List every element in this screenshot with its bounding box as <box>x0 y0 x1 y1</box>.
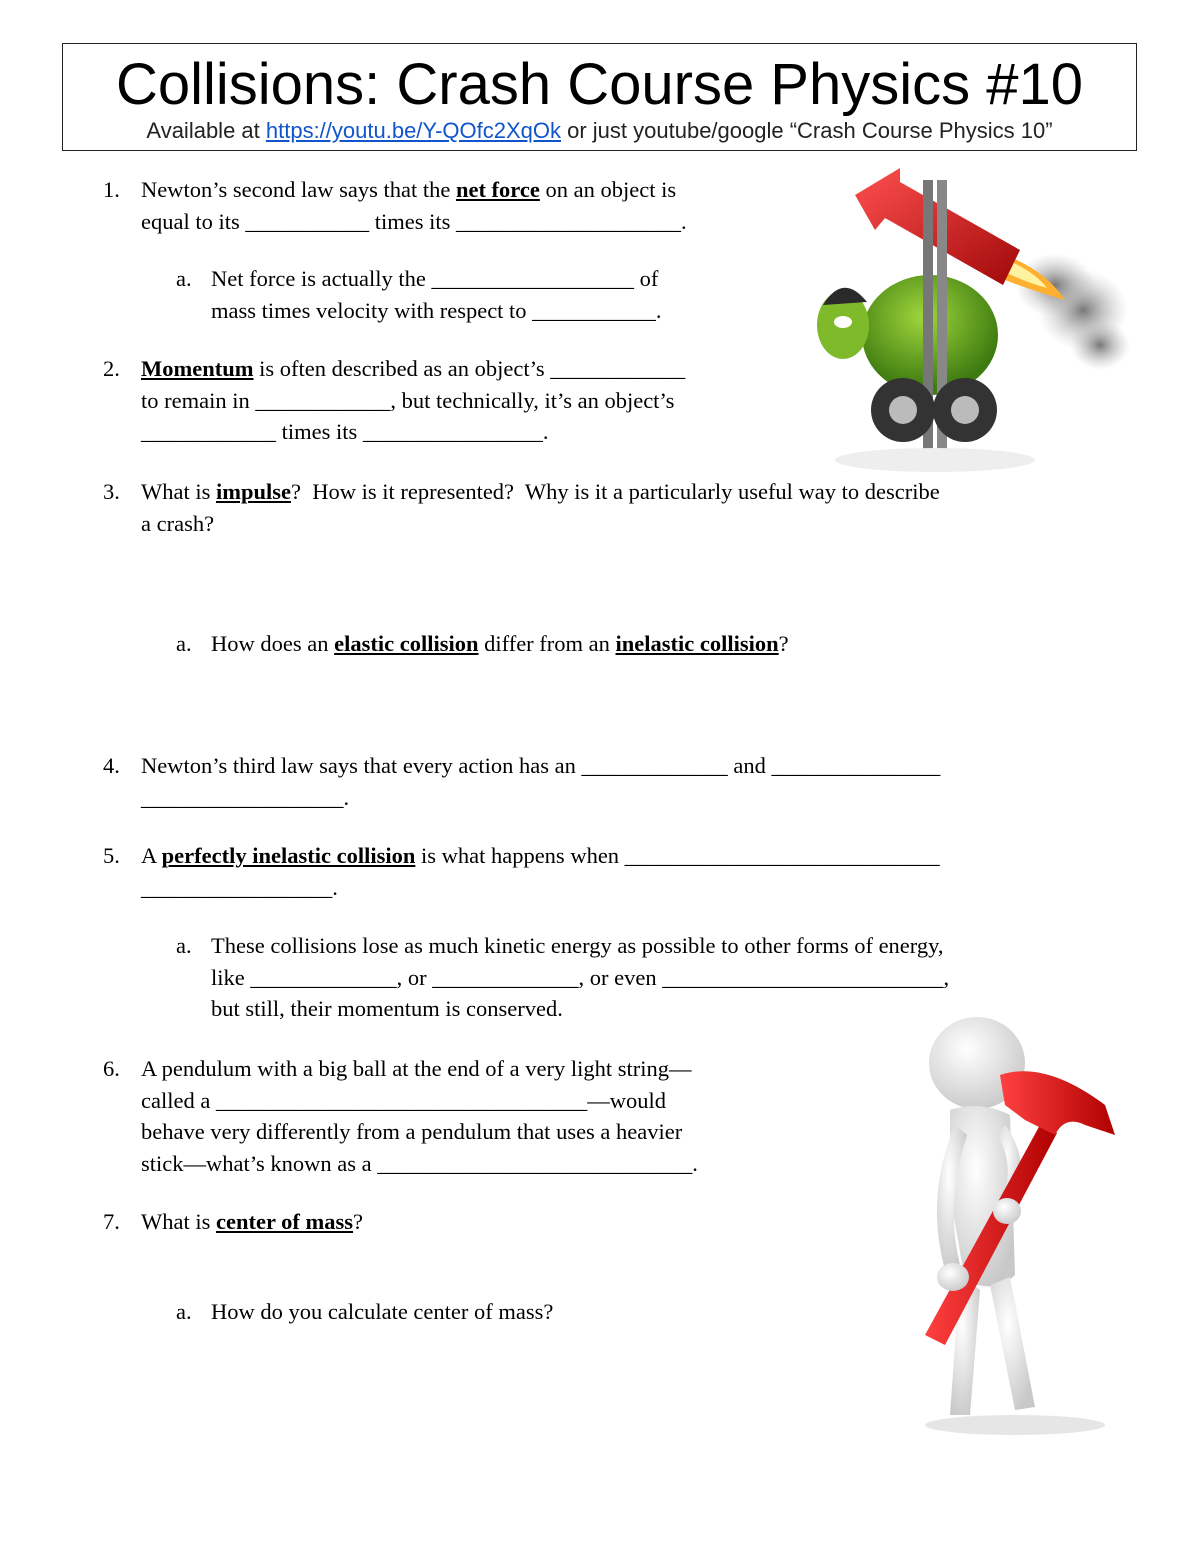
question-number: 4. <box>103 753 120 778</box>
question-line: called a _________________________________—would <box>141 1087 666 1113</box>
text: What is <box>141 479 216 504</box>
text: is often described as an object’s ____________ <box>253 356 686 381</box>
title-box <box>62 43 1137 151</box>
text: ? <box>353 1209 364 1234</box>
question-line: behave very differently from a pendulum that uses a heavier <box>141 1119 683 1144</box>
sub-label: a. <box>176 266 192 291</box>
question-line: stick—what’s known as a ____________________________. <box>141 1150 698 1176</box>
question-line: A pendulum with a big ball at the end of a very light string— <box>141 1056 692 1081</box>
question-number: 6. <box>103 1056 120 1081</box>
question-line: ____________ times its ________________. <box>141 419 549 444</box>
term-inelastic-collision: inelastic collision <box>615 631 779 656</box>
available-prefix: Available at <box>146 118 266 143</box>
question-number: 2. <box>103 356 120 381</box>
question-6 <box>103 1053 698 1179</box>
text: ? How is it represented? Why is it a particularly useful way to describe <box>291 479 940 504</box>
subtitle <box>63 118 1136 144</box>
sub-label: a. <box>176 933 192 958</box>
question-number: 5. <box>103 843 120 868</box>
question-line: like _____________, or _____________, or even _________________________, <box>211 964 950 990</box>
question-line: a crash? <box>141 510 215 536</box>
question-number: 1. <box>103 177 120 202</box>
text: What is <box>141 1209 216 1234</box>
question-line: _________________. <box>141 874 338 900</box>
question-line: but still, their momentum is conserved. <box>211 996 563 1021</box>
text: is what happens when ____________________________ <box>415 843 940 868</box>
text: on an object is <box>539 177 677 202</box>
term-momentum: Momentum <box>141 356 254 381</box>
question-line <box>141 353 685 385</box>
question-line <box>141 840 940 872</box>
term-net-force: net force <box>455 177 540 202</box>
sub-label: a. <box>176 1299 192 1324</box>
question-7 <box>103 1206 364 1238</box>
text: differ from an <box>478 631 616 656</box>
question-line: Net force is actually the __________________ of <box>211 266 659 291</box>
text: Newton’s second law says that the <box>141 177 456 202</box>
question-number: 3. <box>103 479 120 504</box>
question-3a <box>176 628 789 660</box>
question-line: These collisions lose as much kinetic energy as possible to other forms of energy, <box>211 933 944 958</box>
question-line: mass times velocity with respect to ___________. <box>211 297 662 323</box>
rocket-turtle-image <box>815 160 1130 480</box>
term-elastic-collision: elastic collision <box>334 631 479 656</box>
question-4 <box>103 750 941 813</box>
question-5a <box>176 930 950 1025</box>
text: ? <box>778 631 789 656</box>
question-5 <box>103 840 940 903</box>
available-suffix: or just youtube/google “Crash Course Physics 10” <box>561 118 1053 143</box>
question-line <box>141 476 940 508</box>
question-line <box>211 628 789 660</box>
question-line: How do you calculate center of mass? <box>211 1299 554 1324</box>
rocket-turtle-icon <box>815 160 1130 480</box>
question-1a <box>176 263 662 326</box>
sub-label: a. <box>176 631 192 656</box>
question-1 <box>103 174 687 237</box>
question-line: __________________. <box>141 784 350 810</box>
question-line: to remain in ____________, but technically, it’s an object’s <box>141 387 675 413</box>
stick-figure-hammer-icon <box>905 1015 1135 1435</box>
question-7a <box>176 1296 554 1328</box>
question-line <box>141 1206 363 1238</box>
hammer-figure-image <box>905 1015 1135 1435</box>
page-title: Collisions: Crash Course Physics #10 <box>115 52 1084 117</box>
term-impulse: impulse <box>215 479 291 504</box>
question-line: Newton’s third law says that every action has an _____________ and _______________ <box>141 753 941 778</box>
text: How does an <box>211 631 335 656</box>
question-3 <box>103 476 940 539</box>
question-line <box>141 174 687 206</box>
video-link[interactable]: https://youtu.be/Y-QOfc2XqOk <box>265 118 561 143</box>
text: A <box>141 843 162 868</box>
question-2 <box>103 353 686 448</box>
term-perfectly-inelastic-collision: perfectly inelastic collision <box>161 843 416 868</box>
term-center-of-mass: center of mass <box>215 1209 354 1234</box>
question-number: 7. <box>103 1209 120 1234</box>
question-line: equal to its ___________ times its ____________________. <box>141 208 687 234</box>
